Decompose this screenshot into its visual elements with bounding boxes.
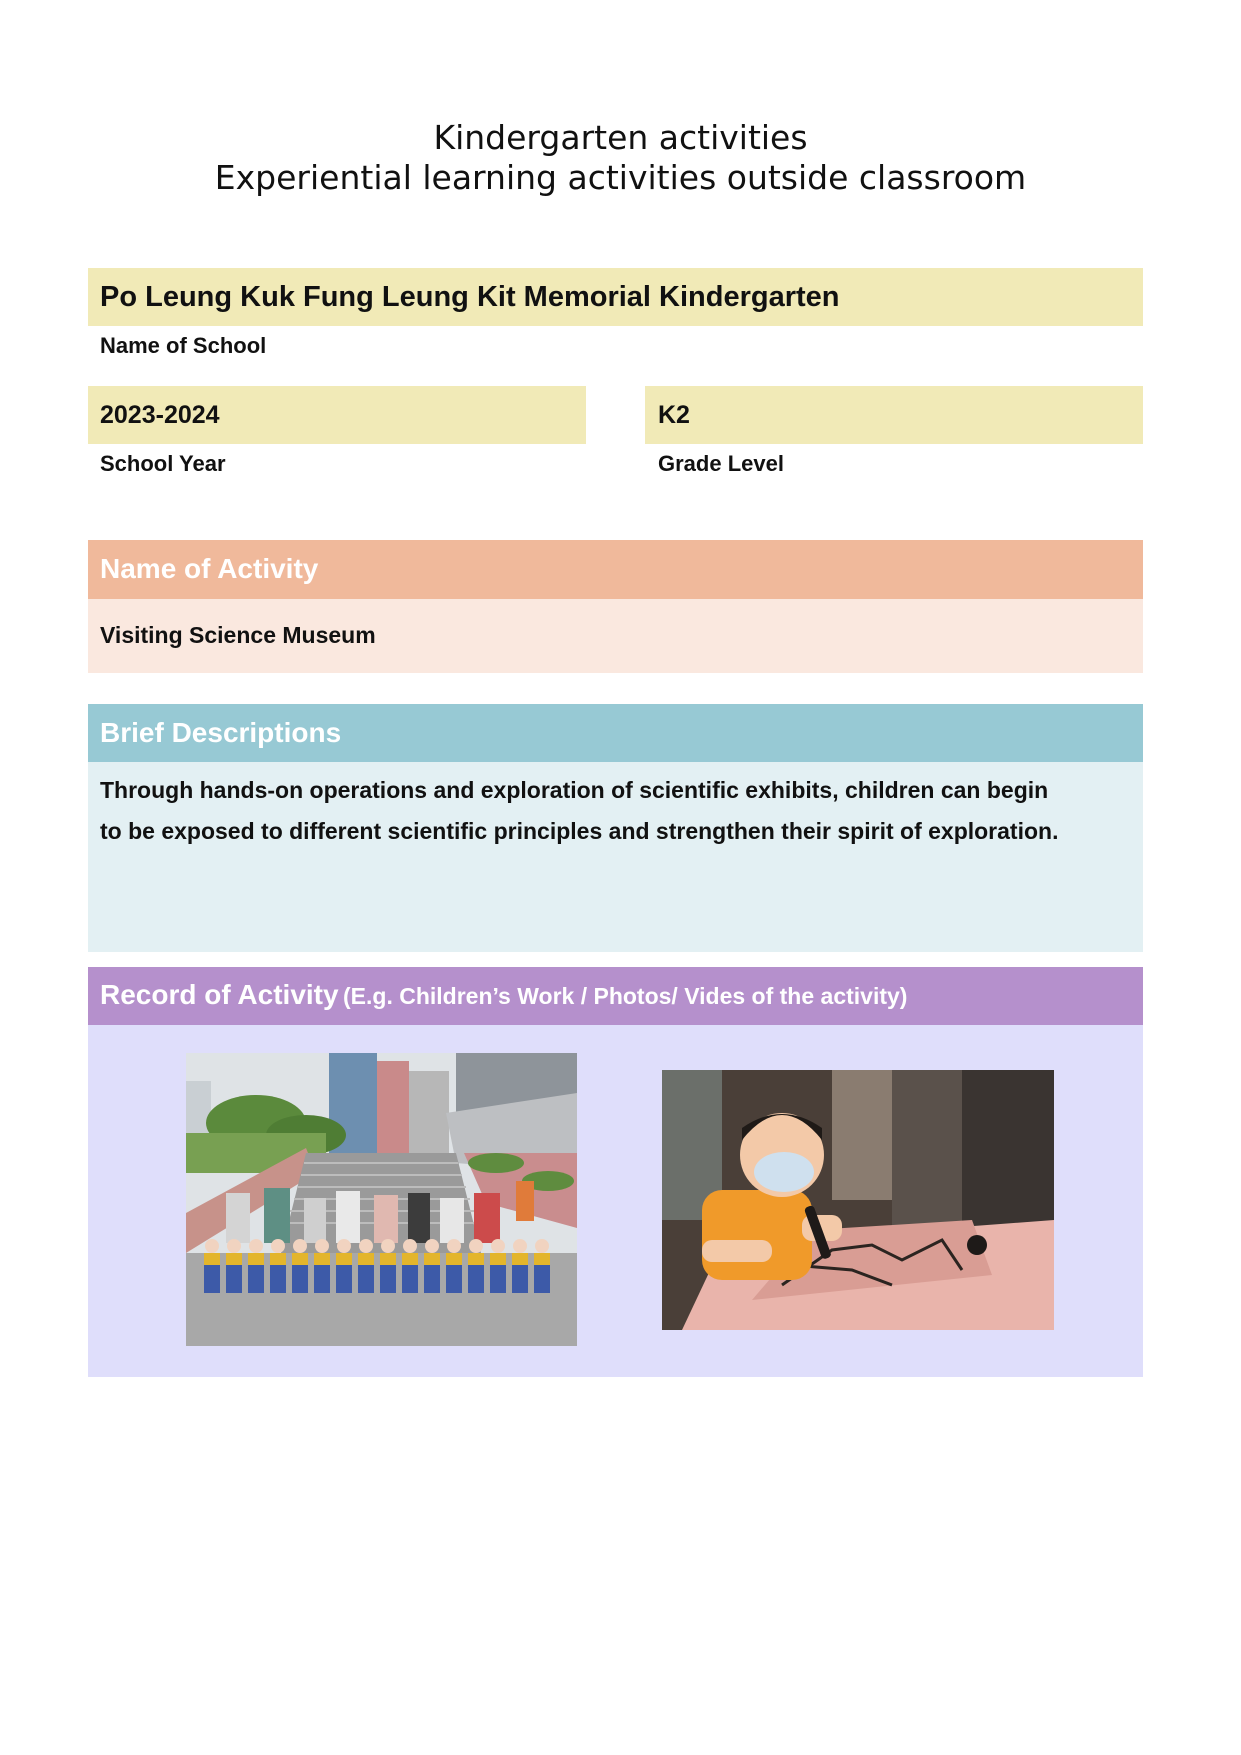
description-text: [100, 770, 1140, 852]
school-name-label: Name of School: [100, 333, 267, 358]
activity-header: Name of Activity: [100, 553, 319, 584]
group-photo: [186, 1053, 577, 1346]
school-year-value: 2023-2024: [100, 401, 220, 429]
description-line-1: Through hands-on operations and exploration of scientific exhibits, children can begin: [100, 777, 1049, 803]
activity-name: Visiting Science Museum: [100, 622, 376, 648]
grade-level-label: Grade Level: [658, 451, 784, 476]
child-exhibit-photo-image: [662, 1070, 1054, 1330]
grade-level-field: [645, 386, 1143, 444]
record-header-title: Record of Activity: [100, 979, 339, 1010]
title-line-1: Kindergarten activities: [433, 118, 808, 157]
description-line-2: to be exposed to different scientific principles and strengthen their spirit of exploration.: [100, 818, 1059, 844]
child-exhibit-photo: [662, 1070, 1054, 1330]
page-title: [0, 118, 1241, 198]
description-header: Brief Descriptions: [100, 717, 342, 748]
record-header: [100, 979, 907, 1011]
school-name-value: Po Leung Kuk Fung Leung Kit Memorial Kindergarten: [100, 281, 840, 313]
grade-level-value: K2: [658, 401, 690, 429]
school-year-label: School Year: [100, 451, 226, 476]
group-photo-image: [186, 1053, 577, 1346]
record-header-note: (E.g. Children’s Work / Photos/ Vides of the activity): [343, 983, 908, 1009]
title-line-2: Experiential learning activities outside classroom: [214, 158, 1027, 197]
